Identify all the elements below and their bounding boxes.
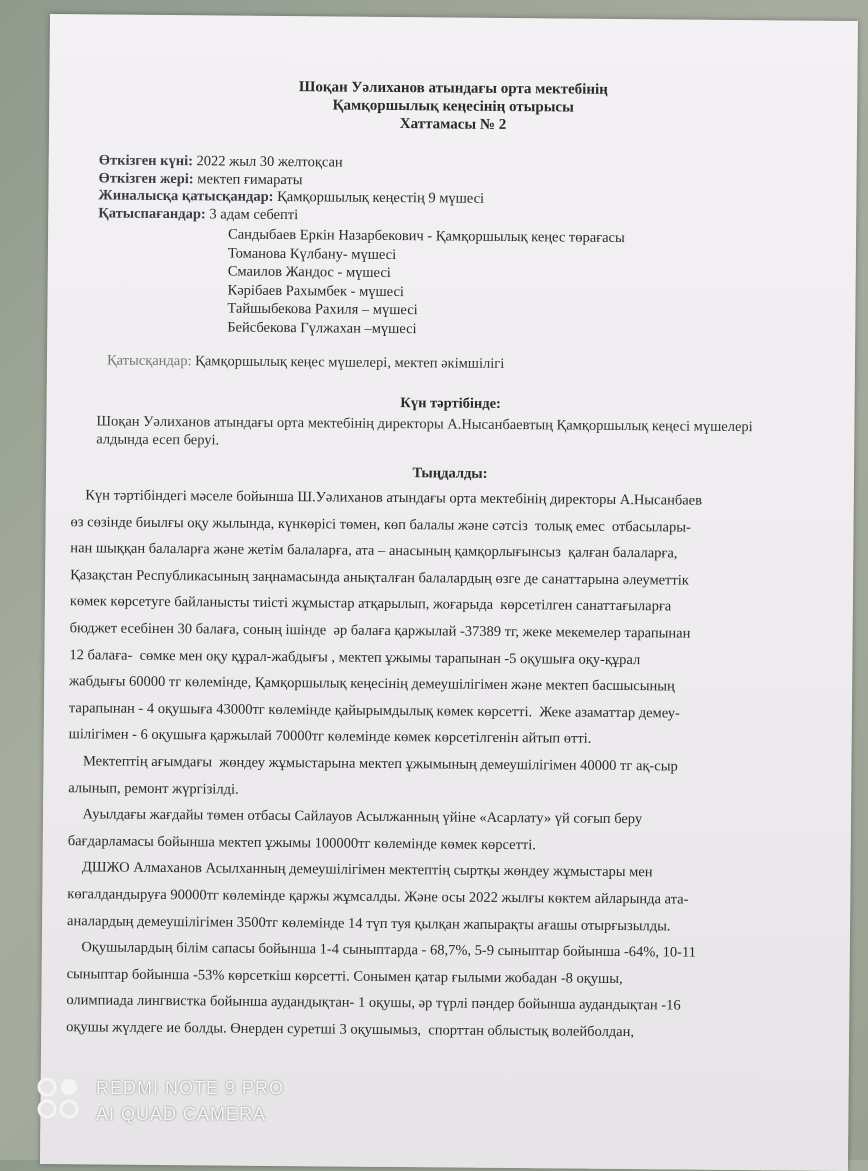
- member-item: Тайшыбекова Рахиля – мүшесі: [227, 300, 418, 319]
- body-line: көгалдандыруға 90000тг көлемінде қаржы жұмсалды. Және осы 2022 жылғы көктем айларында ата-: [67, 886, 689, 908]
- protocol-number: Хаттамасы № 2: [399, 116, 507, 133]
- body-line: оқушы жүлдеге ие болды. Өнерден суретші 3 оқушымыз, спорттан облыстық волейболдан,: [66, 1019, 635, 1041]
- heard-title: Тыңдалды:: [412, 465, 488, 482]
- member-list: [227, 226, 625, 340]
- body-line: көмек көрсетуге байланысты тиісті жұмыстар атқарылып, жоғарыда көрсетілген санаттағыларға: [69, 593, 672, 615]
- meeting-absent: Қатыспағандар: 3 адам себепті: [98, 204, 299, 223]
- body-line: бюджет есебінен 30 балаға, соның ішінде әр балаға қаржылай -37389 тг, жеке мекемелер тарапынан: [69, 620, 691, 642]
- meeting-meta: [98, 152, 484, 225]
- body-line: олимпиада лингвистка бойынша аудандықтан- 1 оқушы, әр түрлі пәндер бойынша аудандықтан -16: [66, 992, 681, 1014]
- member-item: Смаилов Жандос - мүшесі: [227, 263, 391, 281]
- body-line: жабдығы 60000 тг көлемінде, Қамқоршылық кеңесінің демеушілігімен және мектеп басшысының: [69, 673, 675, 695]
- member-item: Томанова Күлбану- мүшесі: [227, 245, 397, 263]
- body-line: Ауылдағы жағдайы төмен отбасы Сайлауов Асылжанның үйіне «Асарлату» үй соғып беру: [67, 806, 643, 828]
- body-line: Мектептің ағымдағы жөндеу жұмыстарына мектеп ұжымының демеушілігімен 40000 тг ақ-сыр: [68, 753, 678, 775]
- body-line: тарапынан - 4 оқушыға 43000тг көлемінде қайырымдылық көмек көрсетті. Жеке азаматтар демеу-: [68, 699, 680, 722]
- body-line: нан шыққан балаларға және жетім балаларға, ата – анасының қамқорлығынсыз қалған балаларға,: [70, 540, 678, 562]
- body-line: шілігімен - 6 оқушыға қаржылай 70000тг көлемінде көмек көрсетілгенін айтып өтті.: [68, 726, 592, 748]
- body-line: Қазақстан Республикасының заңнамасында анықталған балалардың өзге де санаттарына әлеуметтік: [70, 566, 689, 589]
- watermark-camera: AI QUAD CAMERA: [96, 1104, 267, 1124]
- body-line: аналардың демеушілігімен 3500тг көлемінде 14 түп туя қылқан жапырақты ағашы отырғызылды.: [67, 912, 671, 934]
- body-line: ДШЖО Алмаханов Асылханның демеушілігімен мектептің сыртқы жөндеу жұмыстары мен: [67, 859, 653, 881]
- member-item: Сандыбаев Еркін Назарбекович - Қамқоршылық кеңес төрағасы: [228, 226, 625, 247]
- agenda-title: Күн тәртібінде:: [400, 395, 501, 412]
- watermark-model: REDMI NOTE 9 PRO: [96, 1078, 285, 1098]
- body-line: бағдарламасы бойынша мектеп ұжымы 100000тг көлемінде көмек көрсетті.: [67, 832, 537, 853]
- body-line: өз сөзінде биылғы оқу жылында, күнкөрісі төмен, көп балалы және сәтсіз толық емес отбасылары-: [70, 513, 691, 536]
- document-header: [49, 76, 857, 137]
- meeting-attendees: Жиналысқа қатысқандар: Қамқоршылық кеңестің 9 мүшесі: [98, 187, 485, 207]
- school-title: Шоқан Уәлиханов атындағы орта мектебінің: [298, 79, 608, 98]
- agenda-text: Шоқан Уәлиханов атындағы орта мектебінің директоры А.Нысанбаевтың Қамқоршылық кеңесі мүшелері алдында есеп беруі.: [96, 413, 753, 449]
- body-line: сыныптар бойынша -53% көрсеткіш көрсетті. Сонымен қатар ғылыми жобадан -8 оқушы,: [66, 965, 623, 987]
- participants-line: Қатысқандар: Қамқоршылық кеңес мүшелері, мектеп әкімшілігі: [106, 352, 505, 372]
- meeting-date: Өткізген күні: 2022 жыл 30 желтоқсан: [98, 152, 343, 171]
- council-title: Қамқоршылық кеңесінің отырысы: [332, 97, 574, 116]
- body-line: Күн тәртібіндегі мәселе бойынша Ш.Уәлиханов атындағы орта мектебінің директоры А.Нысанбаев: [70, 487, 703, 509]
- member-item: Бейсбекова Гүлжахан –мүшесі: [227, 319, 417, 337]
- meeting-place: Өткізген жері: мектеп ғимараты: [98, 169, 303, 188]
- body-line: 12 балаға- сөмке мен оқу құрал-жабдығы , мектеп ұжымы тарапынан -5 оқушыға оқу-құрал: [69, 646, 641, 668]
- member-item: Кәрібаев Рахымбек - мүшесі: [227, 282, 405, 300]
- document-page: [40, 14, 858, 1171]
- camera-watermark: [36, 1072, 296, 1132]
- quad-camera-icon: [36, 1076, 82, 1122]
- report-body: [66, 482, 801, 1047]
- body-line: Оқушылардың білім сапасы бойынша 1-4 сыныптарда - 68,7%, 5-9 сыныптар бойынша -64%, 10-11: [66, 939, 697, 961]
- body-line: алынып, ремонт жүргізілді.: [68, 779, 239, 798]
